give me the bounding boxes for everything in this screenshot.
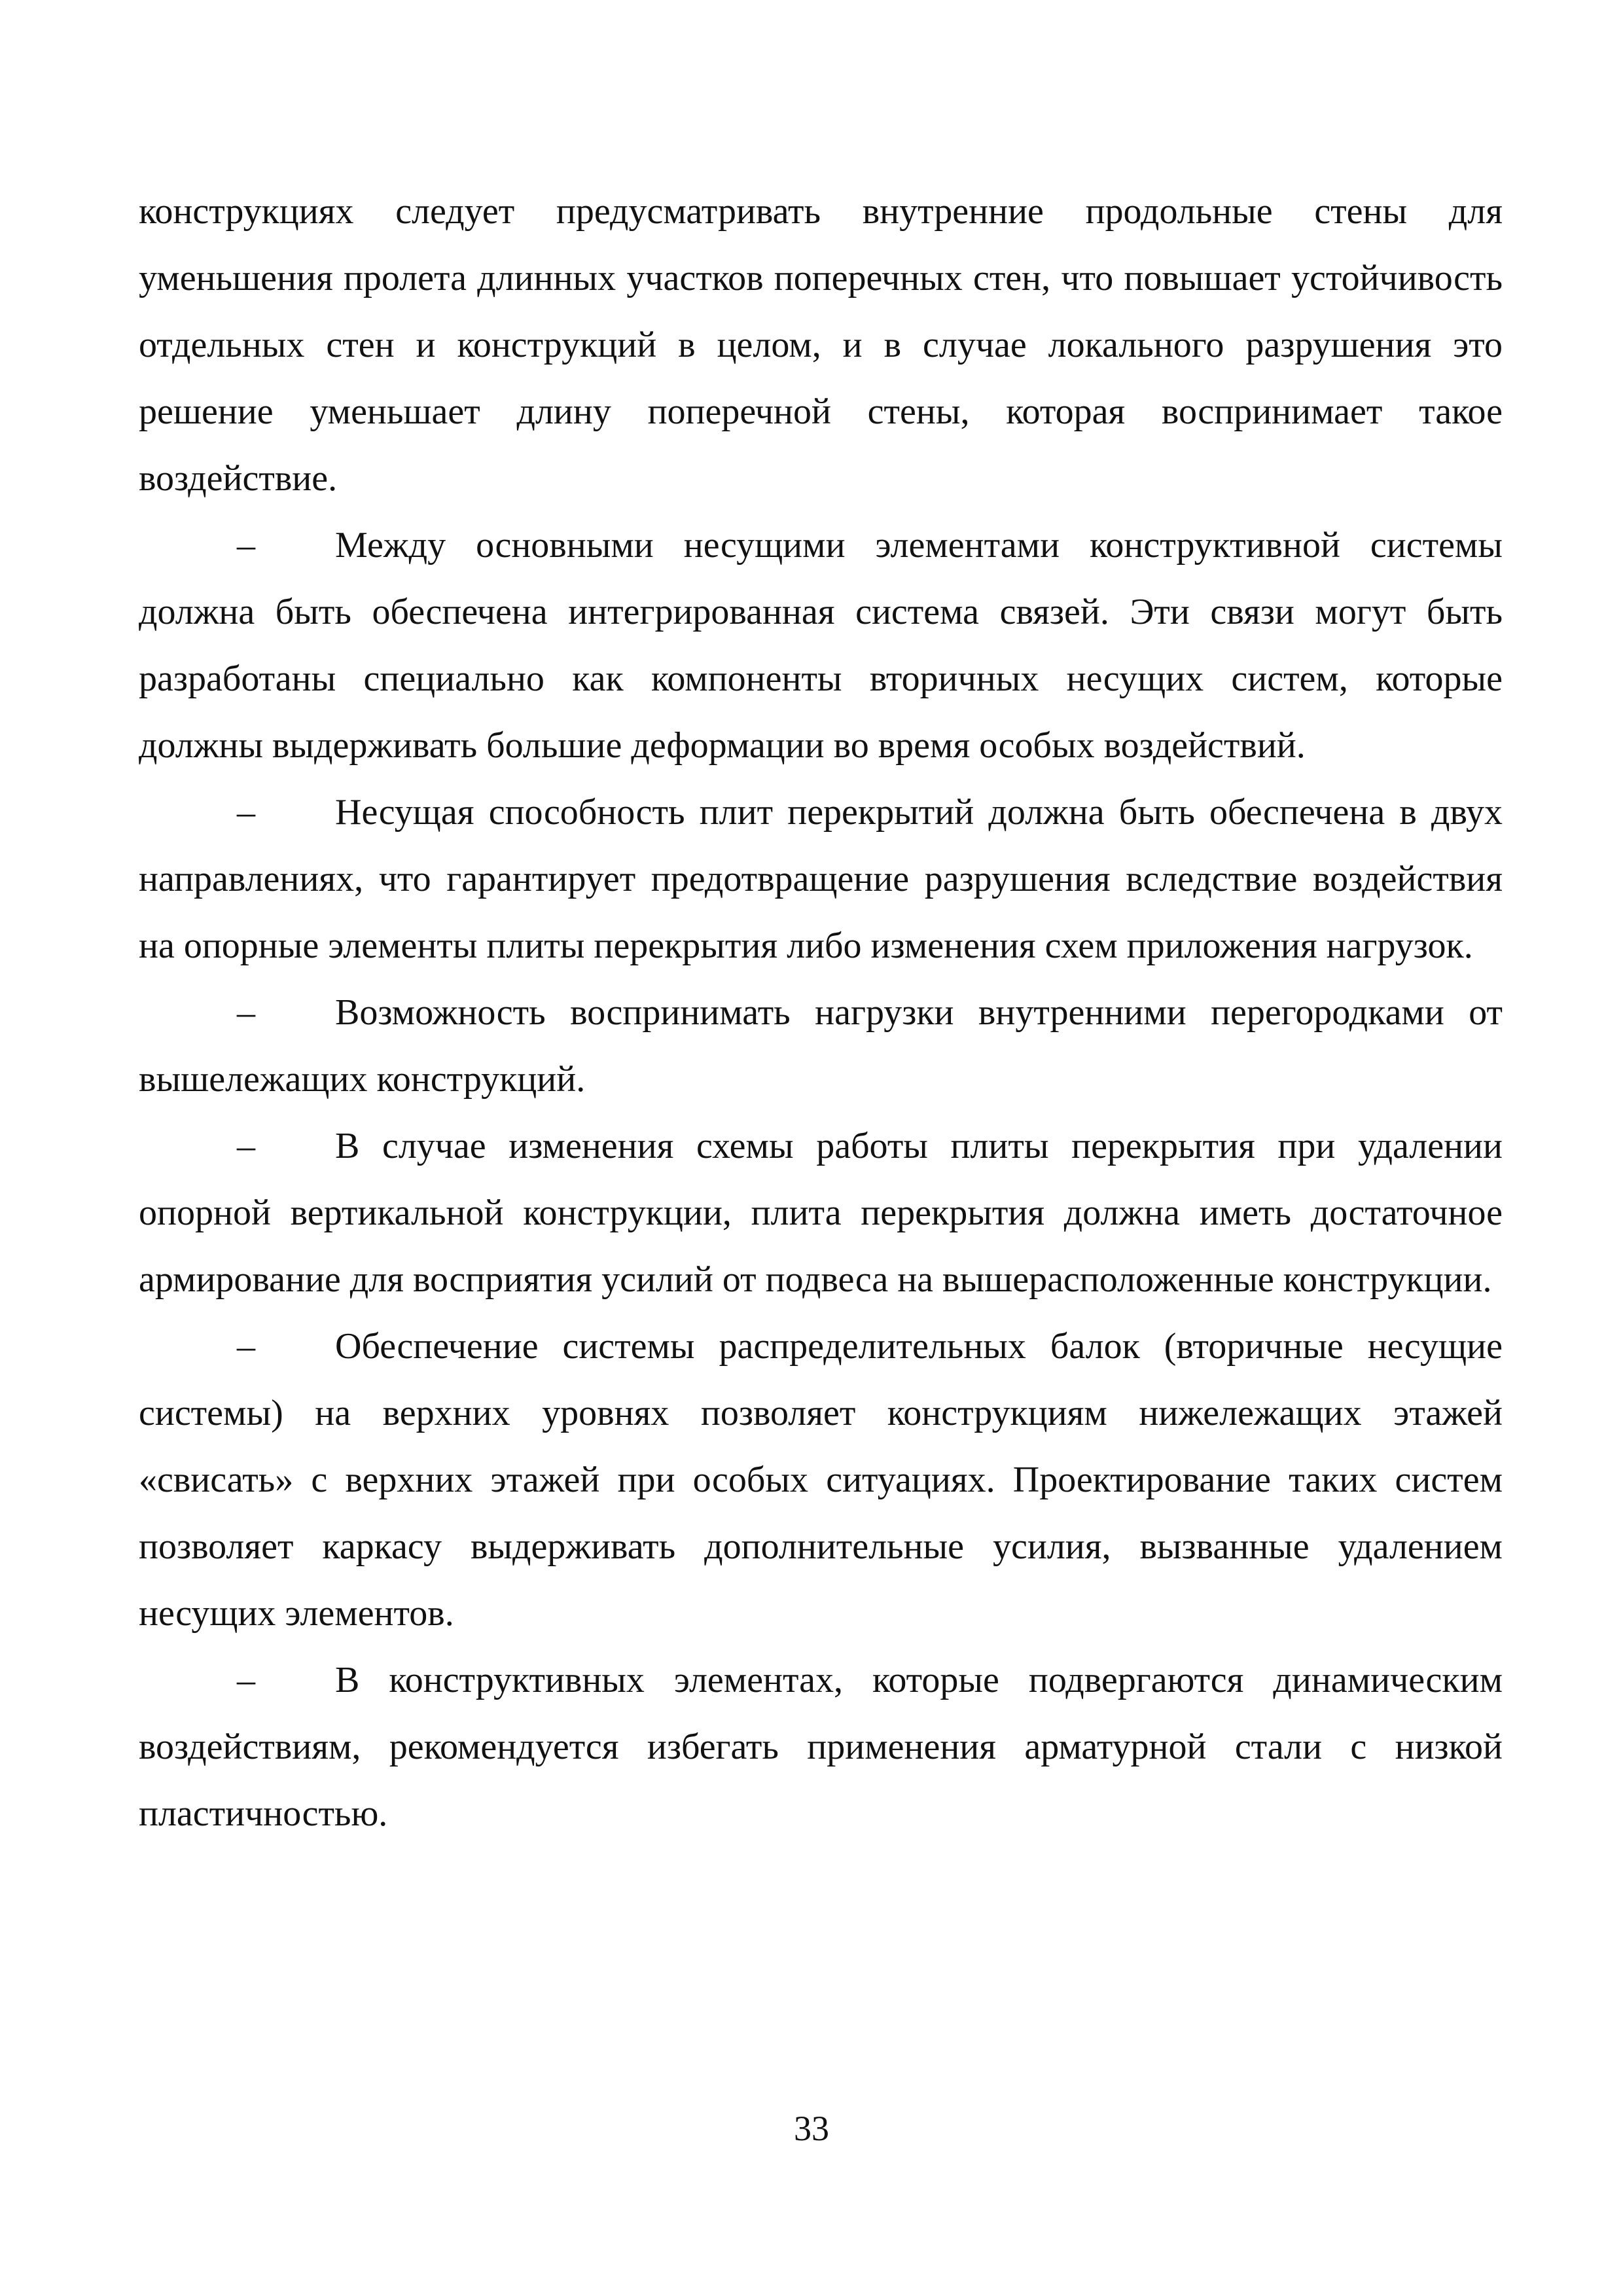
list-item-3 [139,979,1503,1113]
list-item-2 [139,779,1503,979]
dash-marker: – [237,1326,255,1367]
dash-marker: – [237,525,255,565]
list-item-text: Обеспечение системы распределительных балок (вторичные несущие системы) на верхних уровнях позволяет конструкциям нижележащих этажей «свисать» с верхних этажей при особых ситуациях. Проектирование таких систем позволяет каркасу выдерживать дополнительные усилия, вызванные удалением несущих элементов. [139,1326,1503,1634]
dash-marker: – [237,1126,255,1166]
list-item-6 [139,1647,1503,1847]
list-item-text: Несущая способность плит перекрытий должна быть обеспечена в двух направлениях, что гарантирует предотвращение разрушения вследствие воздействия на опорные элементы плиты перекрытия либо изменения схем приложения нагрузок. [139,792,1503,966]
dash-marker: – [237,992,255,1033]
page-body [139,178,1503,1847]
list-item-text: Между основными несущими элементами конструктивной системы должна быть обеспечена интегрированная система связей. Эти связи могут быть разработаны специально как компоненты вторичных несущих систем, которые должны выдерживать большие деформации во время особых воздействий. [139,525,1503,766]
list-item-text: Возможность воспринимать нагрузки внутренними перегородками от вышележащих конструкций. [139,992,1503,1100]
continuation-paragraph: конструкциях следует предусматривать внутренние продольные стены для уменьшения пролета длинных участков поперечных стен, что повышает устойчивость отдельных стен и конструкций в целом, и в случае локального разрушения это решение уменьшает длину поперечной стены, которая воспринимает такое воздействие. [139,191,1503,499]
list-item-1 [139,512,1503,779]
page-number: 33 [794,2109,829,2148]
dash-marker: – [237,792,255,833]
list-item-4 [139,1113,1503,1313]
dash-marker: – [237,1660,255,1700]
list-item-text: В конструктивных элементах, которые подвергаются динамическим воздействиям, рекомендуется избегать применения арматурной стали с низкой пластичностью. [139,1660,1503,1834]
list-item-5 [139,1313,1503,1647]
list-item-text: В случае изменения схемы работы плиты перекрытия при удалении опорной вертикальной конструкции, плита перекрытия должна иметь достаточное армирование для восприятия усилий от подвеса на вышерасположенные конструкции. [139,1126,1503,1300]
